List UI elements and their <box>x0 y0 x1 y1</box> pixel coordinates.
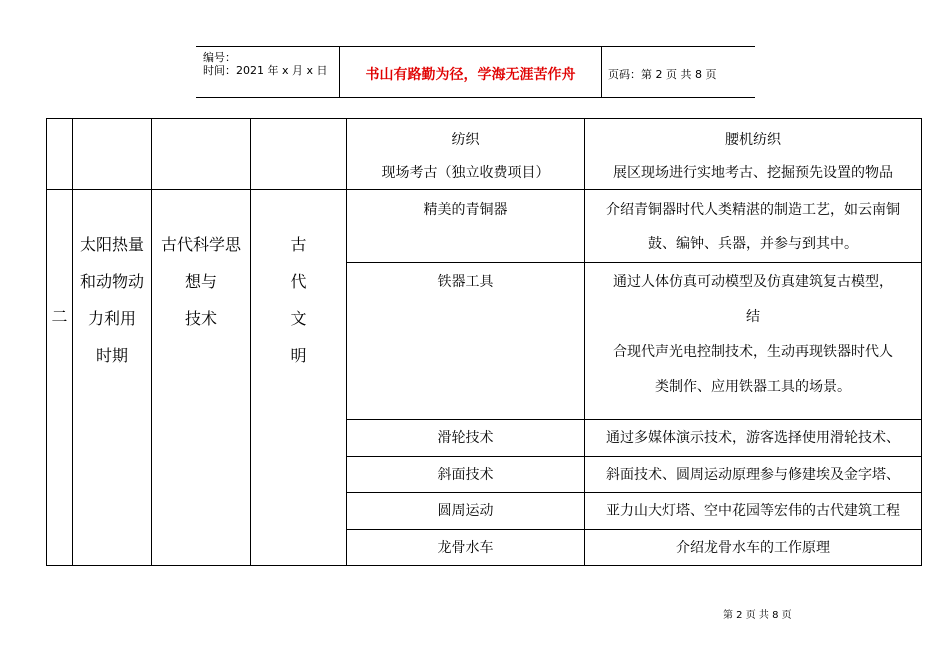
theme-line: 古代科学思 <box>160 235 241 254</box>
header-motto: 书山有路勤为径，学海无涯苦作舟 <box>365 67 576 83</box>
col-divider <box>584 118 585 566</box>
item-desc-line: 斜面技术、圆周运动原理参与修建埃及金字塔、 <box>606 467 900 483</box>
item-desc-line: 鼓、编钟、兵器，并参与到其中。 <box>648 236 858 252</box>
item-desc-line: 亚力山大灯塔、空中花园等宏伟的古代建筑工程 <box>606 503 900 519</box>
item-desc-line: 结 <box>746 309 760 325</box>
table-border-bottom <box>46 565 922 566</box>
section-char: 明 <box>290 346 307 365</box>
number-label: 编号： <box>203 51 236 64</box>
table-border-right <box>921 118 922 566</box>
top-desc-line2: 展区现场进行实地考古、挖掘预先设置的物品 <box>613 165 893 181</box>
col-divider <box>151 118 152 566</box>
table-border-left <box>46 118 47 566</box>
top-desc-line1: 腰机纺织 <box>725 132 781 148</box>
row-divider <box>346 419 922 420</box>
item-desc-line: 合现代声光电控制技术，生动再现铁器时代人 <box>613 344 893 360</box>
time-label: 时间：2021 年 x 月 x 日 <box>203 64 328 77</box>
item-desc-line: 通过多媒体演示技术，游客选择使用滑轮技术、 <box>606 430 900 446</box>
page-footer: 第 2 页 共 8 页 <box>723 610 792 621</box>
item-desc-line: 通过人体仿真可动模型及仿真建筑复古模型， <box>613 274 893 290</box>
item-desc-line: 类制作、应用铁器工具的场景。 <box>655 379 851 395</box>
theme <box>152 226 250 337</box>
item-name: 圆周运动 <box>437 503 494 519</box>
period-index: 二 <box>51 307 68 326</box>
section-char: 古 <box>290 235 307 254</box>
row-divider <box>346 529 922 530</box>
item-name: 铁器工具 <box>437 274 494 290</box>
item-desc-line: 介绍龙骨水车的工作原理 <box>676 540 830 556</box>
theme-line: 想与 <box>184 272 217 291</box>
top-item-line2: 现场考古（独立收费项目） <box>381 165 550 181</box>
page-header <box>196 46 755 98</box>
theme-line: 技术 <box>184 309 217 328</box>
section <box>251 226 346 374</box>
item-name: 斜面技术 <box>437 467 494 483</box>
item-name: 精美的青铜器 <box>423 202 508 218</box>
row-divider <box>346 262 922 263</box>
content-table <box>46 118 922 566</box>
period-name-line: 太阳热量 <box>79 235 144 254</box>
period-name-line: 时期 <box>95 346 128 365</box>
period-name-line: 力利用 <box>87 309 136 328</box>
item-name: 龙骨水车 <box>437 540 494 556</box>
section-char: 文 <box>290 309 307 328</box>
section-char: 代 <box>290 272 307 291</box>
period-name-line: 和动物动 <box>79 272 144 291</box>
row-divider <box>346 492 922 493</box>
row-divider <box>46 189 922 190</box>
header-divider <box>601 47 602 97</box>
col-divider <box>346 118 347 566</box>
table-border-top <box>46 118 922 119</box>
header-meta <box>203 51 328 77</box>
item-desc-line: 介绍青铜器时代人类精湛的制造工艺，如云南铜 <box>606 202 900 218</box>
row-divider <box>346 456 922 457</box>
item-name: 滑轮技术 <box>437 430 494 446</box>
header-page-code: 页码：第 2 页 共 8 页 <box>608 68 717 81</box>
period-name <box>73 226 151 374</box>
top-item-line1: 纺织 <box>451 132 480 148</box>
